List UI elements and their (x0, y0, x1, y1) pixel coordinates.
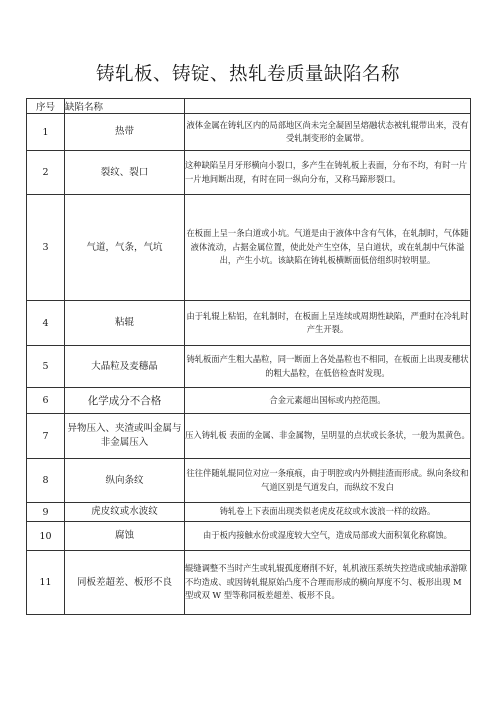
table-row (27, 459, 471, 503)
defect-description: 铸轧卷上下表面出现类似老虎皮花纹或水波浪一样的纹路。 (185, 503, 471, 522)
defect-table (26, 98, 471, 615)
row-number: 9 (27, 503, 65, 522)
row-number: 3 (27, 195, 65, 301)
defect-name: 化学成分不合格 (65, 388, 185, 414)
defect-description: 由于板内接触水份或湿度较大空气，造成局部或大面积氧化称腐蚀。 (185, 522, 471, 551)
defect-description: 铸轧板面产生粗大晶粒，同一断面上各处晶粒也不相同，在板面上出现麦穗状的粗大晶粒，在低倍检查时发现。 (185, 346, 471, 388)
defect-name: 热带 (65, 114, 185, 151)
table-row (27, 346, 471, 388)
header-description (185, 99, 471, 114)
row-number: 8 (27, 459, 65, 503)
defect-name: 粘辊 (65, 301, 185, 346)
table-row (27, 114, 471, 151)
row-number: 6 (27, 388, 65, 414)
defect-name: 纵向条纹 (65, 459, 185, 503)
table-row (27, 551, 471, 615)
defect-name: 气道，气条，气坑 (65, 195, 185, 301)
table-row (27, 388, 471, 414)
defect-description: 压入铸轧板 表面的金属、非金属物，呈明显的点状或长条状，一般为黑黄色。 (185, 414, 471, 459)
row-number: 1 (27, 114, 65, 151)
defect-description: 这种缺陷呈月牙形横向小裂口，多产生在铸轧板上表面，分布不均，有时一片一片地间断出现，有时在同一纵向分布，又称马蹄形裂口。 (185, 151, 471, 195)
row-number: 5 (27, 346, 65, 388)
table-row (27, 503, 471, 522)
defect-description: 液体金属在铸轧区内的局部地区尚未完全凝固呈熔融状态被轧辊带出来，没有受轧制变形的金属带。 (185, 114, 471, 151)
table-row (27, 301, 471, 346)
defect-name: 大晶粒及麦穗晶 (65, 346, 185, 388)
defect-description: 合金元素超出国标或内控范围。 (185, 388, 471, 414)
table-row (27, 195, 471, 301)
defect-name: 虎皮纹或水波纹 (65, 503, 185, 522)
table-row (27, 414, 471, 459)
table-row (27, 151, 471, 195)
header-name: 缺陷名称 (65, 99, 185, 114)
row-number: 7 (27, 414, 65, 459)
document-title: 铸轧板、铸锭、热轧卷质量缺陷名称 (95, 64, 400, 85)
table-row (27, 522, 471, 551)
header-number: 序号 (27, 99, 65, 114)
defect-description: 由于轧辊上粘铝，在轧制时，在板面上呈连续或周期性缺陷，严重时在冷轧时产生开裂。 (185, 301, 471, 346)
row-number: 11 (27, 551, 65, 615)
defect-name: 同板差超差、板形不良 (65, 551, 185, 615)
row-number: 2 (27, 151, 65, 195)
defect-description: 辊缝调整不当时产生或轧辊孤度磨削不好，轧机液压系统失控造成或轴承游隙不均造成、或因铸轧辊原始凸度不合理而形成的横向厚度不匀、板形出现 M 型或双 W 型等称同板差超差、板形不良。 (185, 551, 471, 615)
defect-description: 在板面上呈一条白道或小坑。气道是由于液体中含有气体，在轧制时，气体随液体流动，占据金属位置，使此处产生空体，呈白道状，或在轧制中气体溢出，产生小坑。该缺陷在铸轧板横断面低倍组织时较明显。 (185, 195, 471, 301)
defect-name: 裂纹、裂口 (65, 151, 185, 195)
row-number: 10 (27, 522, 65, 551)
defect-name: 腐蚀 (65, 522, 185, 551)
defect-description: 往往伴随轧辊同位对应一条痕痕，由于明腔或内外侧挂渣而形成。纵向条纹和气道区别是气道发白，而纵纹不发白 (185, 459, 471, 503)
row-number: 4 (27, 301, 65, 346)
defect-name: 异物压入、夹渣或叫金属与非金属压入 (65, 414, 185, 459)
table-header-row (27, 99, 471, 114)
